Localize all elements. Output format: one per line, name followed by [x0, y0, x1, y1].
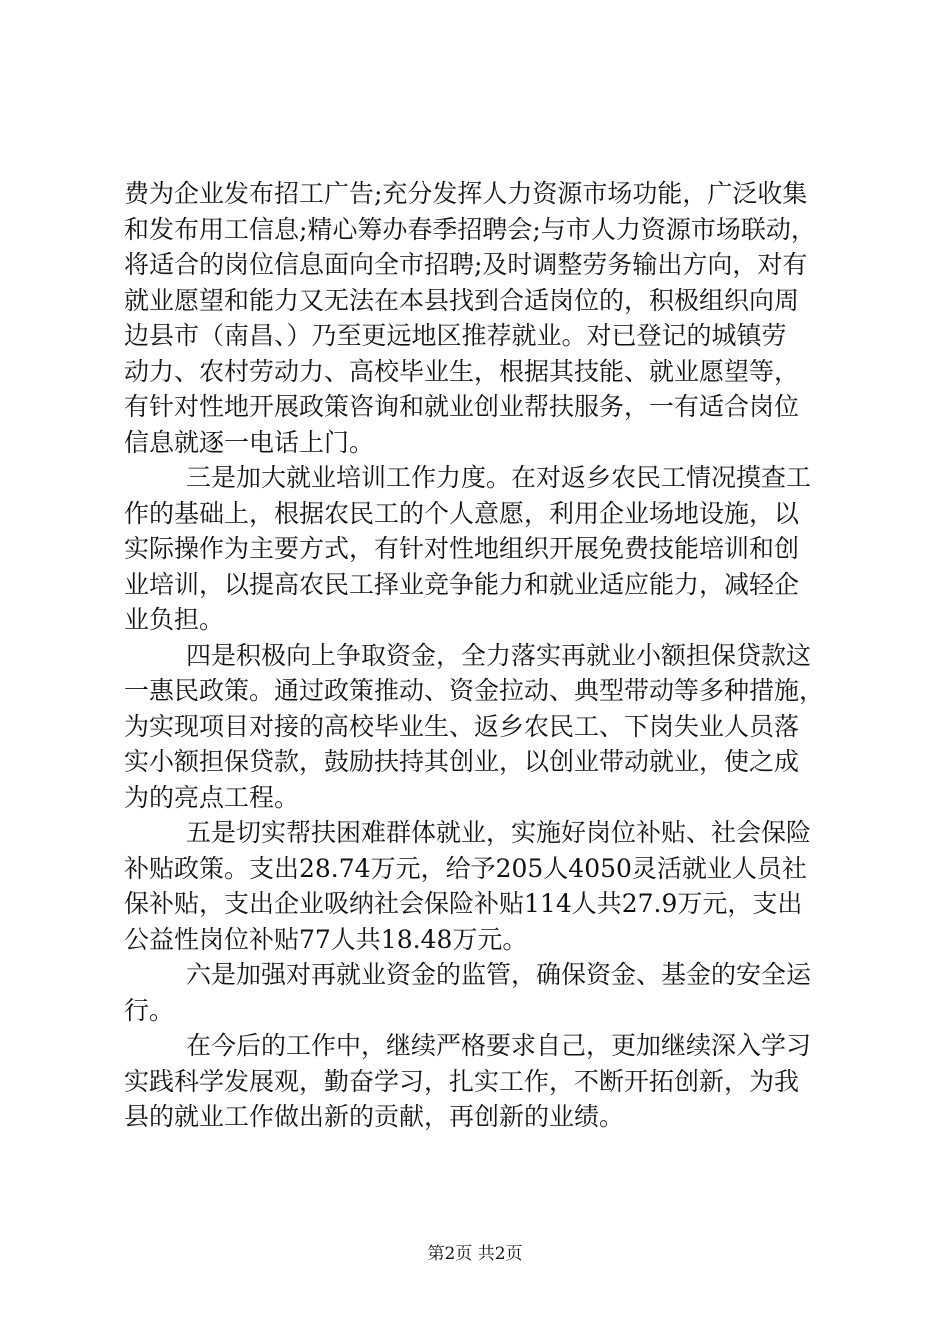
text-line: 行。	[124, 995, 175, 1025]
text-line: 实际操作为主要方式，有针对性地组织开展免费技能培训和创	[124, 534, 800, 563]
text-line: 县的就业工作做出新的贡献，再创新的业绩。	[124, 1102, 625, 1131]
text-line: 为的亮点工程。	[124, 782, 300, 812]
text-line: 六是加强对再就业资金的监管，确保资金、基金的安全运	[186, 960, 812, 989]
text-line: 边县市（南昌、）乃至更远地区推荐就业。对已登记的城镇劳	[124, 321, 787, 350]
text-line: 和发布用工信息;精心筹办春季招聘会;与市人力资源市场联动，	[124, 214, 816, 244]
text-line: 实小额担保贷款，鼓励扶持其创业，以创业带动就业，使之成	[124, 747, 800, 776]
text-line: 将适合的岗位信息面向全市招聘;及时调整劳务输出方向，对有	[124, 250, 808, 279]
text-line: 业负担。	[124, 605, 225, 634]
text-line: 就业愿望和能力又无法在本县找到合适岗位的，积极组织向周	[124, 285, 800, 315]
text-line: 五是切实帮扶困难群体就业，实施好岗位补贴、社会保险	[186, 818, 812, 847]
text-line: 在今后的工作中，继续严格要求自己，更加继续深入学习	[186, 1031, 812, 1060]
text-line: 业培训，以提高农民工择业竞争能力和就业适应能力，减轻企	[124, 569, 800, 599]
text-line: 公益性岗位补贴77人共18.48万元。	[124, 924, 528, 954]
text-line: 有针对性地开展政策咨询和就业创业帮扶服务，一有适合岗位	[124, 392, 800, 421]
text-line: 四是积极向上争取资金，全力落实再就业小额担保贷款这	[186, 640, 812, 670]
text-line: 三是加大就业培训工作力度。在对返乡农民工情况摸查工	[186, 463, 812, 492]
text-line: 信息就逐一电话上门。	[124, 427, 375, 457]
text-line: 作的基础上，根据农民工的个人意愿，利用企业场地设施，以	[124, 498, 800, 528]
text-line: 补贴政策。支出28.74万元，给予205人4050灵活就业人员社	[124, 853, 807, 883]
text-line: 为实现项目对接的高校毕业生、返乡农民工、下岗失业人员落	[124, 711, 800, 741]
text-line: 一惠民政策。通过政策推动、资金拉动、典型带动等多种措施，	[124, 676, 825, 705]
document-body	[124, 176, 844, 1135]
page-footer: 第2页 共2页	[427, 1244, 523, 1264]
text-line: 费为企业发布招工广告;充分发挥人力资源市场功能，广泛收集	[124, 179, 808, 208]
text-line: 实践科学发展观，勤奋学习，扎实工作，不断开拓创新，为我	[124, 1066, 800, 1096]
text-line: 动力、农村劳动力、高校毕业生，根据其技能、就业愿望等，	[124, 356, 800, 386]
text-line: 保补贴，支出企业吸纳社会保险补贴114人共27.9万元，支出	[124, 889, 803, 918]
